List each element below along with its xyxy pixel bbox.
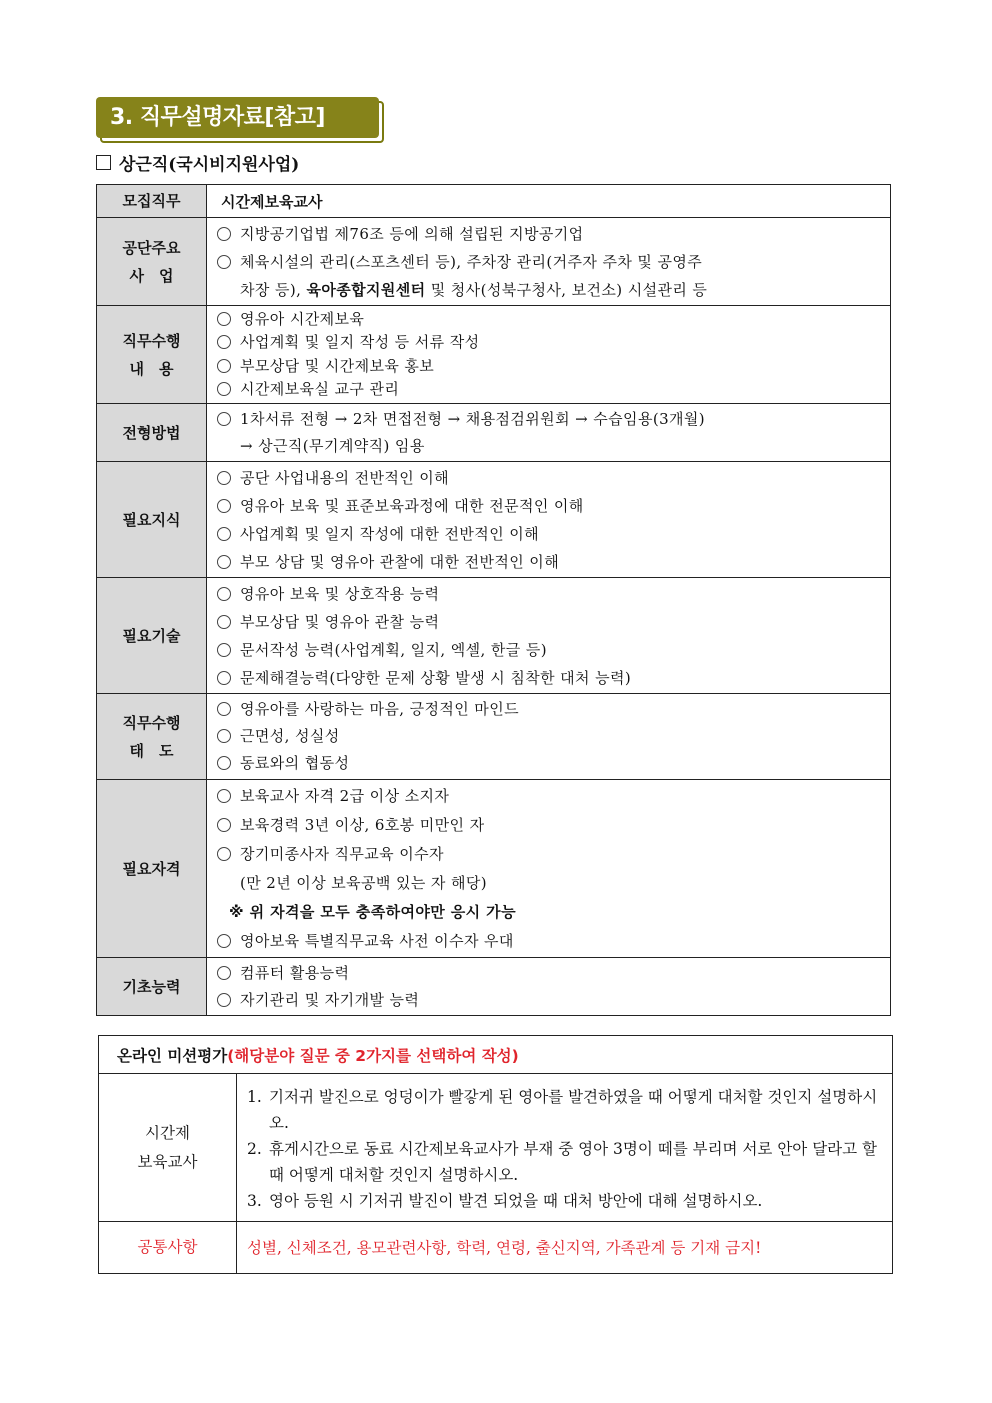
question-item [247, 1188, 882, 1214]
row-label-line: 필요기술 [122, 626, 181, 645]
list-item [217, 608, 882, 636]
row-label-line: 기초능력 [122, 977, 181, 996]
list-item [217, 548, 882, 576]
row-label [97, 404, 207, 462]
list-item [217, 580, 882, 608]
circle-bullet-icon [217, 702, 231, 716]
item-text: 체육시설의 관리(스포츠센터 등), 주차장 관리(거주자 주차 및 공영주 [240, 252, 703, 271]
circle-bullet-icon [217, 255, 231, 269]
item-text: 사업계획 및 일지 작성 등 서류 작성 [240, 333, 480, 351]
role-line: 시간제 [145, 1123, 190, 1142]
circle-bullet-icon [217, 382, 231, 396]
list-item [217, 927, 882, 956]
list-item [217, 723, 882, 750]
list-item [217, 840, 882, 869]
item-text: 공단 사업내용의 전반적인 이해 [240, 468, 450, 487]
question-text: 휴게시간으로 동료 시간제보육교사가 부재 중 영아 3명이 떼를 부리며 서로 안아 달라고 할 때 어떻게 대처할 것인지 설명하시오. [269, 1139, 878, 1184]
section-banner [96, 97, 384, 143]
list-item [217, 308, 882, 332]
list-item [217, 276, 882, 304]
circle-bullet-icon [217, 312, 231, 326]
circle-bullet-icon [217, 359, 231, 373]
list-item [217, 869, 882, 898]
list-item [217, 987, 882, 1014]
list-item [217, 406, 882, 433]
online-mission-table [98, 1035, 893, 1274]
circle-bullet-icon [217, 966, 231, 980]
list-item [217, 355, 882, 379]
row-label [97, 694, 207, 780]
job-description-table [96, 184, 891, 1016]
question-number: 2. [247, 1139, 262, 1158]
row-label [97, 306, 207, 404]
list-item [217, 220, 882, 248]
list-item [217, 811, 882, 840]
section-heading [96, 150, 299, 175]
row-value [207, 306, 891, 404]
list-item [217, 492, 882, 520]
list-item [217, 960, 882, 987]
circle-bullet-icon [217, 756, 231, 770]
list-item [217, 898, 882, 927]
row-label [97, 462, 207, 578]
item-text: 1차서류 전형 → 2차 면접전형 → 채용점검위원회 → 수습임용(3개월) [240, 409, 706, 428]
list-item [217, 433, 882, 460]
table-row [97, 404, 891, 462]
row-label-line: 태 도 [129, 741, 174, 760]
item-text: 컴퓨터 활용능력 [240, 963, 350, 982]
item-text: 문제해결능력(다양한 문제 상황 발생 시 침착한 대처 능력) [240, 668, 632, 687]
mission-common-row [99, 1222, 893, 1274]
circle-bullet-icon [217, 412, 231, 426]
list-item [217, 331, 882, 355]
table-row-recruit-job [97, 185, 891, 218]
item-text: ※ 위 자격을 모두 충족하여야만 응시 가능 [229, 902, 516, 921]
row-value [207, 694, 891, 780]
item-text: 영유아를 사랑하는 마음, 긍정적인 마인드 [240, 699, 519, 718]
circle-bullet-icon [217, 615, 231, 629]
item-text: 장기미종사자 직무교육 이수자 [240, 844, 444, 863]
row-label [97, 578, 207, 694]
checkbox-square-icon [96, 155, 111, 170]
item-text: 차장 등), [240, 280, 307, 299]
table-row [97, 462, 891, 578]
circle-bullet-icon [217, 789, 231, 803]
row-value [207, 218, 891, 306]
row-label-line: 직무수행 [122, 331, 181, 350]
circle-bullet-icon [217, 527, 231, 541]
circle-bullet-icon [217, 499, 231, 513]
item-text: (만 2년 이상 보육공백 있는 자 해당) [240, 873, 488, 892]
row-label-line: 사 업 [129, 266, 174, 285]
section-title: 상근직(국시비지원사업) [119, 155, 300, 175]
row-value [207, 462, 891, 578]
item-text: 부모 상담 및 영유아 관찰에 대한 전반적인 이해 [240, 552, 560, 571]
circle-bullet-icon [217, 227, 231, 241]
common-label: 공통사항 [99, 1222, 237, 1274]
item-text: 근면성, 성실성 [240, 726, 340, 745]
mission-title-note: (해당분야 질문 중 2가지를 선택하여 작성) [227, 1046, 519, 1065]
role-line: 보육교사 [137, 1152, 198, 1171]
list-item [217, 378, 882, 402]
list-item [217, 782, 882, 811]
item-text: 시간제보육실 교구 관리 [240, 380, 400, 398]
item-text: 보육경력 3년 이상, 6호봉 미만인 자 [240, 815, 485, 834]
list-item [217, 520, 882, 548]
row-value [207, 578, 891, 694]
item-text: 영유아 보육 및 상호작용 능력 [240, 584, 440, 603]
emphasis-text: 육아종합지원센터 [306, 280, 426, 299]
table-row [97, 578, 891, 694]
circle-bullet-icon [217, 847, 231, 861]
question-number: 3. [247, 1191, 262, 1210]
question-number: 1. [247, 1087, 262, 1106]
row-label-line: 공단주요 [122, 238, 181, 257]
job-title-value: 시간제보육교사 [207, 185, 891, 218]
table-row [97, 780, 891, 958]
item-text: 부모상담 및 영유아 관찰 능력 [240, 612, 440, 631]
item-text: 및 청사(성북구청사, 보건소) 시설관리 등 [425, 280, 708, 299]
table-row [97, 218, 891, 306]
item-text: 영아보육 특별직무교육 사전 이수자 우대 [240, 931, 514, 950]
row-value [207, 958, 891, 1016]
table-row [97, 958, 891, 1016]
row-label: 모집직무 [97, 185, 207, 218]
list-item [217, 464, 882, 492]
circle-bullet-icon [217, 587, 231, 601]
circle-bullet-icon [217, 643, 231, 657]
mission-questions-row [99, 1074, 893, 1222]
item-text: 부모상담 및 시간제보육 홍보 [240, 356, 435, 375]
mission-header-row [99, 1036, 893, 1074]
row-label [97, 958, 207, 1016]
row-value [207, 404, 891, 462]
circle-bullet-icon [217, 729, 231, 743]
row-label-line: 직무수행 [122, 713, 181, 732]
list-item [217, 750, 882, 777]
list-item [217, 636, 882, 664]
circle-bullet-icon [217, 335, 231, 349]
row-label-line: 필요지식 [122, 510, 181, 529]
item-text: → 상근직(무기계약직) 임용 [240, 436, 425, 455]
banner-title: 3. 직무설명자료[참고] [96, 97, 379, 138]
row-label [97, 780, 207, 958]
circle-bullet-icon [217, 671, 231, 685]
row-value [207, 780, 891, 958]
mission-header [99, 1036, 893, 1074]
circle-bullet-icon [217, 555, 231, 569]
item-text: 영유아 보육 및 표준보육과정에 대한 전문적인 이해 [240, 496, 584, 515]
table-row [97, 306, 891, 404]
row-label-line: 전형방법 [122, 423, 181, 442]
circle-bullet-icon [217, 993, 231, 1007]
list-item [217, 696, 882, 723]
item-text: 보육교사 자격 2급 이상 소지자 [240, 786, 450, 805]
question-item [247, 1136, 882, 1188]
item-text: 자기관리 및 자기개발 능력 [240, 990, 420, 1009]
item-text: 지방공기업법 제76조 등에 의해 설립된 지방공기업 [240, 224, 584, 243]
common-text: 성별, 신체조건, 용모관련사항, 학력, 연령, 출신지역, 가족관계 등 기재 금지! [237, 1222, 893, 1274]
table-row [97, 694, 891, 780]
circle-bullet-icon [217, 471, 231, 485]
mission-role-label [99, 1074, 237, 1222]
item-text: 문서작성 능력(사업계획, 일지, 엑셀, 한글 등) [240, 640, 547, 659]
mission-questions [237, 1074, 893, 1222]
item-text: 사업계획 및 일지 작성에 대한 전반적인 이해 [240, 524, 540, 543]
item-text: 영유아 시간제보육 [240, 309, 365, 328]
circle-bullet-icon [217, 818, 231, 832]
row-label [97, 218, 207, 306]
question-text: 영아 등원 시 기저귀 발진이 발견 되었을 때 대처 방안에 대해 설명하시오. [269, 1191, 763, 1210]
row-label-line: 필요자격 [122, 859, 181, 878]
list-item [217, 664, 882, 692]
circle-bullet-icon [217, 934, 231, 948]
list-item [217, 248, 882, 276]
mission-title: 온라인 미션평가 [117, 1046, 228, 1065]
item-text: 동료와의 협동성 [240, 754, 350, 773]
question-text: 기저귀 발진으로 엉덩이가 빨갛게 된 영아를 발견하였을 때 어떻게 대처할 것인지 설명하시오. [269, 1087, 878, 1132]
question-item [247, 1084, 882, 1136]
row-label-line: 내 용 [129, 359, 174, 378]
